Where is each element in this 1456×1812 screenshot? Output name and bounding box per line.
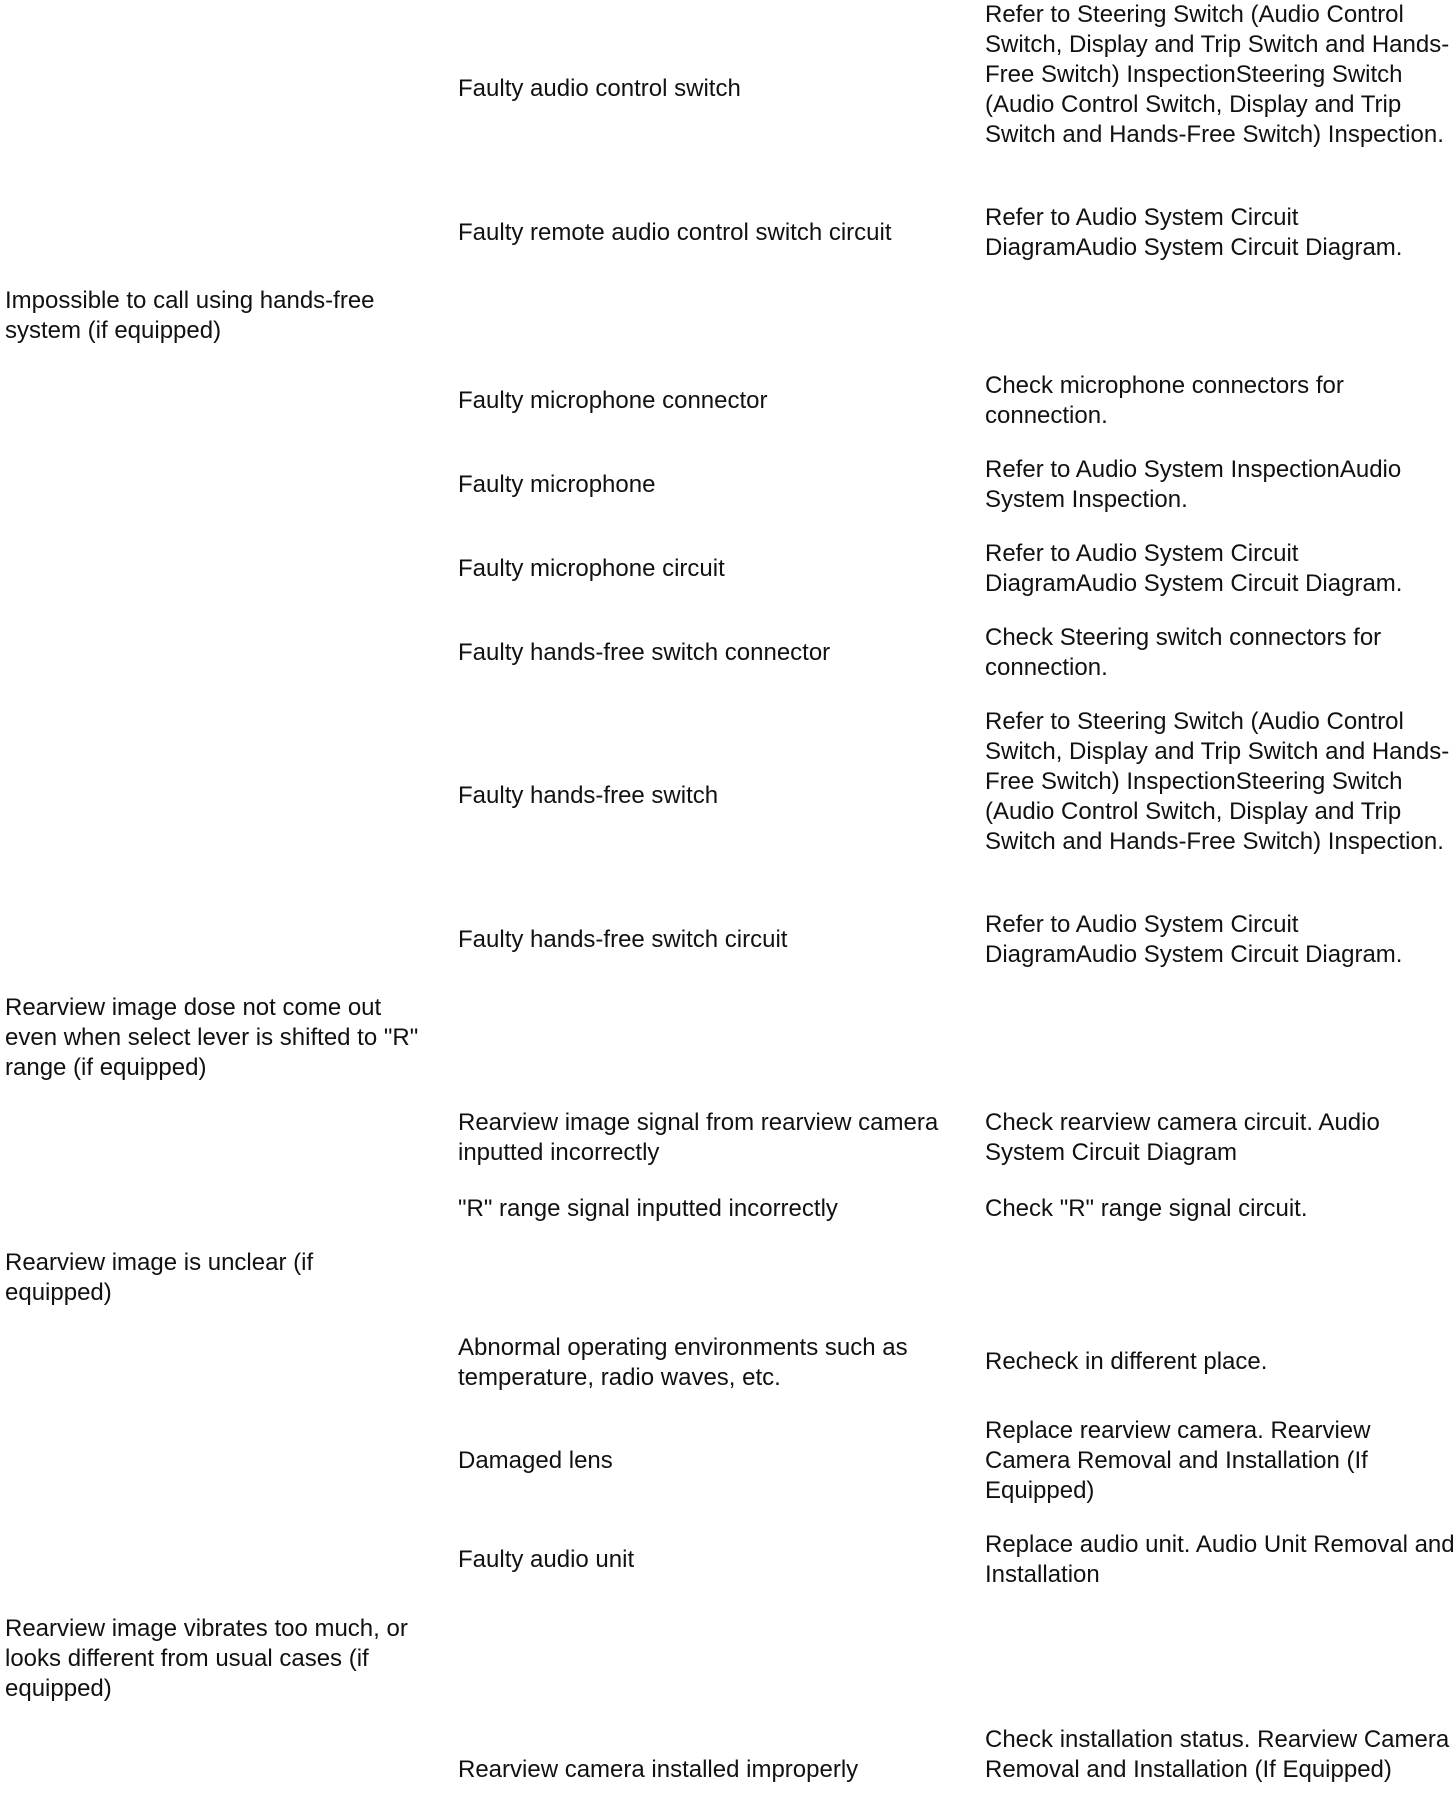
remedy-cell: Refer to Audio System Circuit DiagramAudio System Circuit Diagram. (985, 911, 1403, 968)
cause-cell: Rearview camera installed improperly (458, 1756, 859, 1783)
remedy-cell: Refer to Audio System Circuit DiagramAudio System Circuit Diagram. (985, 204, 1403, 261)
remedy-cell: Recheck in different place. (985, 1348, 1268, 1375)
remedy-cell: Replace rearview camera. Rearview Camera Removal and Installation (If Equipped) (985, 1417, 1371, 1504)
cause-cell: Faulty hands-free switch (458, 782, 719, 809)
cause-cell: "R" range signal inputted incorrectly (458, 1195, 838, 1222)
remedy-cell: Check microphone connectors for connection. (985, 372, 1344, 429)
cause-cell: Faulty remote audio control switch circuit (458, 219, 892, 246)
cause-cell: Faulty hands-free switch circuit (458, 926, 788, 953)
remedy-cell: Refer to Steering Switch (Audio Control Switch, Display and Trip Switch and Hands-Free Switch) InspectionSteering Switch (Audio Control Switch, Display and Trip Switch and Hands-Free Switch) Inspection. (985, 708, 1450, 855)
symptom-cell: Rearview image dose not come out even when select lever is shifted to "R" range (if equipped) (5, 994, 419, 1081)
symptom-cell: Impossible to call using hands-free system (if equipped) (5, 287, 375, 344)
cause-cell: Faulty microphone circuit (458, 555, 725, 582)
remedy-cell: Refer to Audio System InspectionAudio System Inspection. (985, 456, 1402, 513)
remedy-cell: Check "R" range signal circuit. (985, 1195, 1308, 1222)
cause-cell: Faulty microphone connector (458, 387, 768, 414)
cause-cell: Abnormal operating environments such as temperature, radio waves, etc. (458, 1334, 908, 1391)
cause-cell: Faulty hands-free switch connector (458, 639, 831, 666)
symptom-cell: Rearview image is unclear (if equipped) (5, 1249, 314, 1306)
remedy-cell: Check Steering switch connectors for connection. (985, 624, 1382, 681)
symptom-cell: Rearview image vibrates too much, or looks different from usual cases (if equipped) (5, 1615, 408, 1702)
remedy-cell: Refer to Steering Switch (Audio Control Switch, Display and Trip Switch and Hands-Free Switch) InspectionSteering Switch (Audio Control Switch, Display and Trip Switch and Hands-Free Switch) Inspection. (985, 1, 1450, 148)
cause-cell: Faulty audio control switch (458, 75, 741, 102)
cause-cell: Rearview image signal from rearview camera inputted incorrectly (458, 1109, 939, 1166)
remedy-cell: Check rearview camera circuit. Audio System Circuit Diagram (985, 1109, 1380, 1166)
cause-cell: Damaged lens (458, 1447, 613, 1474)
remedy-cell: Check installation status. Rearview Camera Removal and Installation (If Equipped) (985, 1726, 1450, 1783)
cause-cell: Faulty microphone (458, 471, 656, 498)
cause-cell: Faulty audio unit (458, 1546, 635, 1573)
remedy-cell: Replace audio unit. Audio Unit Removal and Installation (985, 1531, 1455, 1588)
remedy-cell: Refer to Audio System Circuit DiagramAudio System Circuit Diagram. (985, 540, 1403, 597)
